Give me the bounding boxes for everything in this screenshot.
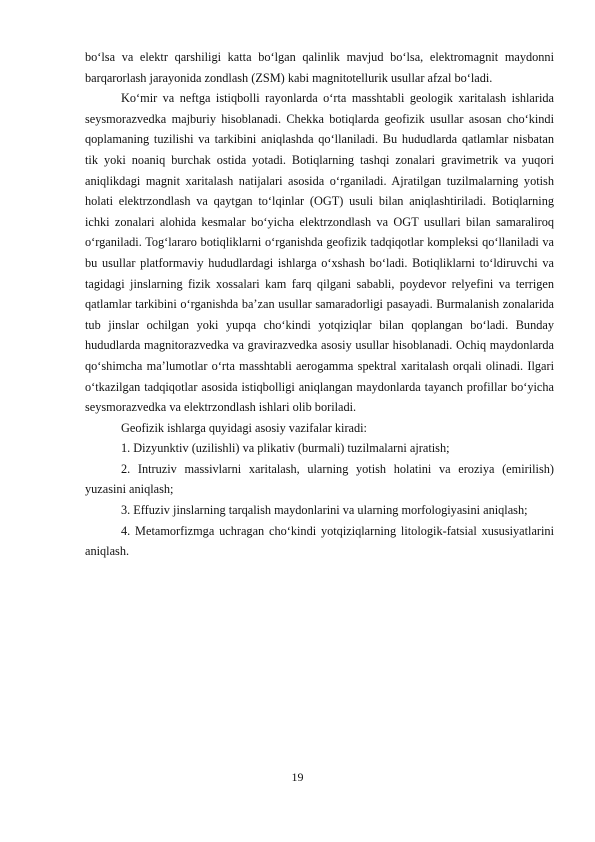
- paragraph-tasks-intro: Geofizik ishlarga quyidagi asosiy vazifalar kiradi:: [121, 420, 367, 435]
- list-item-2: 2. Intruziv massivlarni xaritalash, ularning yotish holatini va eroziya (emirilish) yuzasini aniqlash;: [85, 461, 554, 497]
- list-item-3: 3. Effuziv jinslarning tarqalish maydonlarini va ularning morfologiyasini aniqlash;: [121, 503, 528, 518]
- page-number: 19: [291, 770, 304, 784]
- document-body: [85, 47, 554, 562]
- list-item-4: 4. Metamorfizmga uchragan cho‘kindi yotqiziqlarning litologik-fatsial xususiyatlarini aniqlash.: [85, 523, 554, 559]
- paragraph-methods: Ko‘mir va neftga istiqbolli rayonlarda o‘rta masshtabli geologik xaritalash ishlarida seysmorazvedka majburiy hisoblanadi. Chekka botiqlarda geofizik usullar asosan cho‘kindi qoplamaning tuzilishi va tarkibini aniqlashda qo‘llaniladi. Bu hududlarda qatlamlar nisbatan tik yoki noaniq burchak ostida yotadi. Botiqlarning tashqi zonalari gravimetrik va yuqori aniqlikdagi magnit xaritalash natijalari asosida o‘rganiladi. Ajratilgan tuzilmalarning yotish holati elektrzondlash va qaytgan to‘lqinlar (OGT) usuli bilan aniqlashtiriladi. Botiqlarning ichki zonalari alohida kesmalar bo‘yicha elektrzondlash va OGT usullari bilan samaraliroq o‘rganiladi. Tog‘lararo botiqliklarni o‘rganishda geofizik tadqiqotlar kompleksi qo‘llaniladi va bu usullar platformaviy hududlardagi ishlarga o‘xshash bo‘ladi. Botiqliklarni to‘ldiruvchi va tagidagi jinslarning fizik xossalari kam farq qilgani sababli, poydevor relyefini va terrigen qatlamlar tarkibini o‘rganishda ba’zan usullar samaradorligi pasayadi. Burmalanish zonalarida tub jinslar ochilgan yoki yupqa cho‘kindi yotqiziqlar bilan qoplangan bo‘ladi. Bunday hududlarda magnitorazvedka va gravirazvedka asosiy usullar hisoblanadi. Ochiq maydonlarda qo‘shimcha ma’lumotlar o‘rta masshtabli aerogamma spektral xaritalash orqali olinadi. Ilgari o‘tkazilgan tadqiqotlar asosida istiqbolligi aniqlangan maydonlarda tayanch profillar bo‘yicha seysmorazvedka va elektrzondlash ishlari olib boriladi.: [85, 91, 554, 415]
- paragraph-continuation: bo‘lsa va elektr qarshiligi katta bo‘lgan qalinlik mavjud bo‘lsa, elektromagnit maydonni barqarorlash jarayonida zondlash (ZSM) kabi magnitotellurik usullar afzal bo‘ladi.: [85, 50, 554, 85]
- list-item-1: 1. Dizyunktiv (uzilishli) va plikativ (burmali) tuzilmalarni ajratish;: [121, 441, 450, 456]
